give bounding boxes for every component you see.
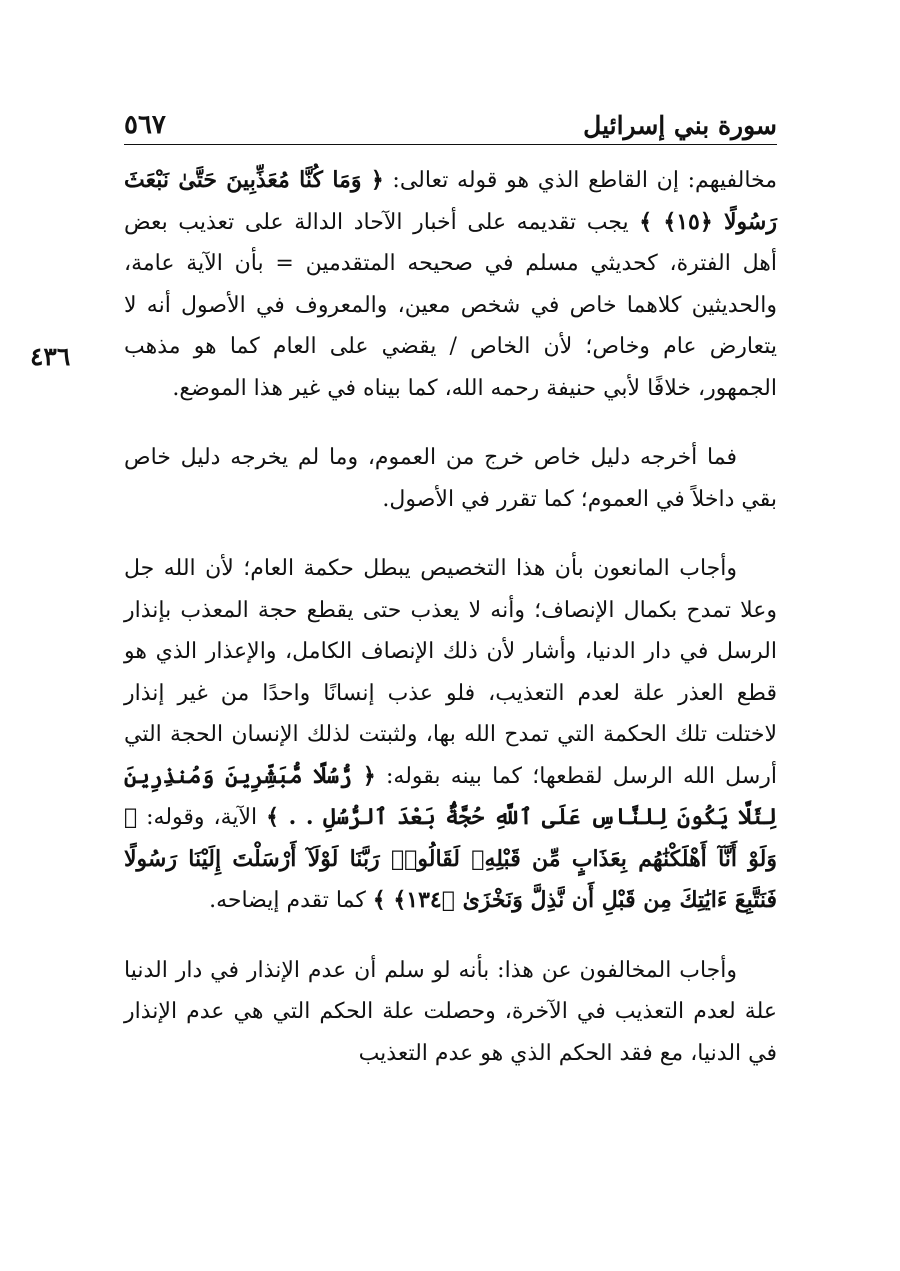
quran-verse: ﴿ وَلَوْ أَنَّآ أَهْلَكْنَٰهُم بِعَذَابٍ مِّن قَبْلِهِۦ لَقَالُوا۟ رَبَّنَا لَوْلَآ أَرْسَلْتَ إِلَيْنَا رَسُولًا فَنَتَّبِعَ ءَايَٰتِكَ مِن قَبْلِ أَن نَّذِلَّ وَنَخْزَىٰ ﴿١٣٤﴾ ﴾	[124, 804, 777, 913]
quran-verse: ﴿ رُّسُلًا مُّبَشِّرِينَ وَمُنذِرِينَ لِئَلَّا يَكُونَ لِلنَّاسِ عَلَى ٱللَّهِ حُجَّةٌۢ بَعْدَ ٱلرُّسُلِ . . ﴾	[124, 762, 777, 830]
paragraph-4: وأجاب المخالفون عن هذا: بأنه لو سلم أن عدم الإنذار في دار الدنيا علة لعدم التعذيب في الآخرة، وحصلت علة الحكم التي هي عدم الإنذار في الدنيا، مع فقد الحكم الذي هو عدم التعذيب	[124, 957, 777, 1066]
quran-verse: ﴿ وَمَا كُنَّا مُعَذِّبِينَ حَتَّىٰ نَبْعَثَ رَسُولًا ﴿١٥﴾ ﴾	[124, 167, 777, 235]
margin-page-reference: ٤٣٦	[30, 342, 71, 371]
paragraph-3-text: وأجاب المانعون بأن هذا التخصيص يبطل حكمة العام؛ لأن الله جل وعلا تمدح بكمال الإنصاف؛ وأنه لا يعذب حتى يقطع حجة المعذب بإنذار الرسل في دار الدنيا، وأشار لأن ذلك الإنصاف الكامل، والإعذار الذي هو قطع العذر علة لعدم التعذيب، فلو عذب إنسانًا واحدًا من غير إنذار لاختلت تلك الحكمة التي تمدح الله بها، ولثبتت لذلك الإنسان الحجة التي أرسل الله الرسل لقطعها؛ كما بينه بقوله:	[124, 556, 777, 789]
page-number: ٥٦٧	[124, 110, 166, 140]
page-header	[124, 96, 777, 145]
paragraph-1-text: مخالفيهم: إن القاطع الذي هو قوله تعالى:	[383, 168, 778, 193]
paragraph-3	[124, 548, 777, 922]
paragraph-1-text: يجب تقديمه على أخبار الآحاد الدالة على تعذيب بعض أهل الفترة، كحديثي مسلم في صحيحه المتقدمين = بأن الآية عامة، والحديثين كلاهما خاص في شخص معين، والمعروف في الأصول أنه لا يتعارض عام وخاص؛ لأن الخاص / يقضي على العام كما هو مذهب الجمهور، خلافًا لأبي حنيفة رحمه الله، كما بيناه في غير هذا الموضع.	[124, 209, 777, 401]
page-body	[124, 160, 777, 1102]
paragraph-3-text: كما تقدم إيضاحه.	[209, 888, 373, 913]
chapter-title: سورة بني إسرائيل	[583, 111, 777, 140]
paragraph-2: فما أخرجه دليل خاص خرج من العموم، وما لم يخرجه دليل خاص بقي داخلاً في العموم؛ كما تقرر في الأصول.	[124, 445, 777, 512]
paragraph-3-text: الآية، وقوله:	[137, 805, 267, 830]
paragraph-1	[124, 160, 777, 409]
